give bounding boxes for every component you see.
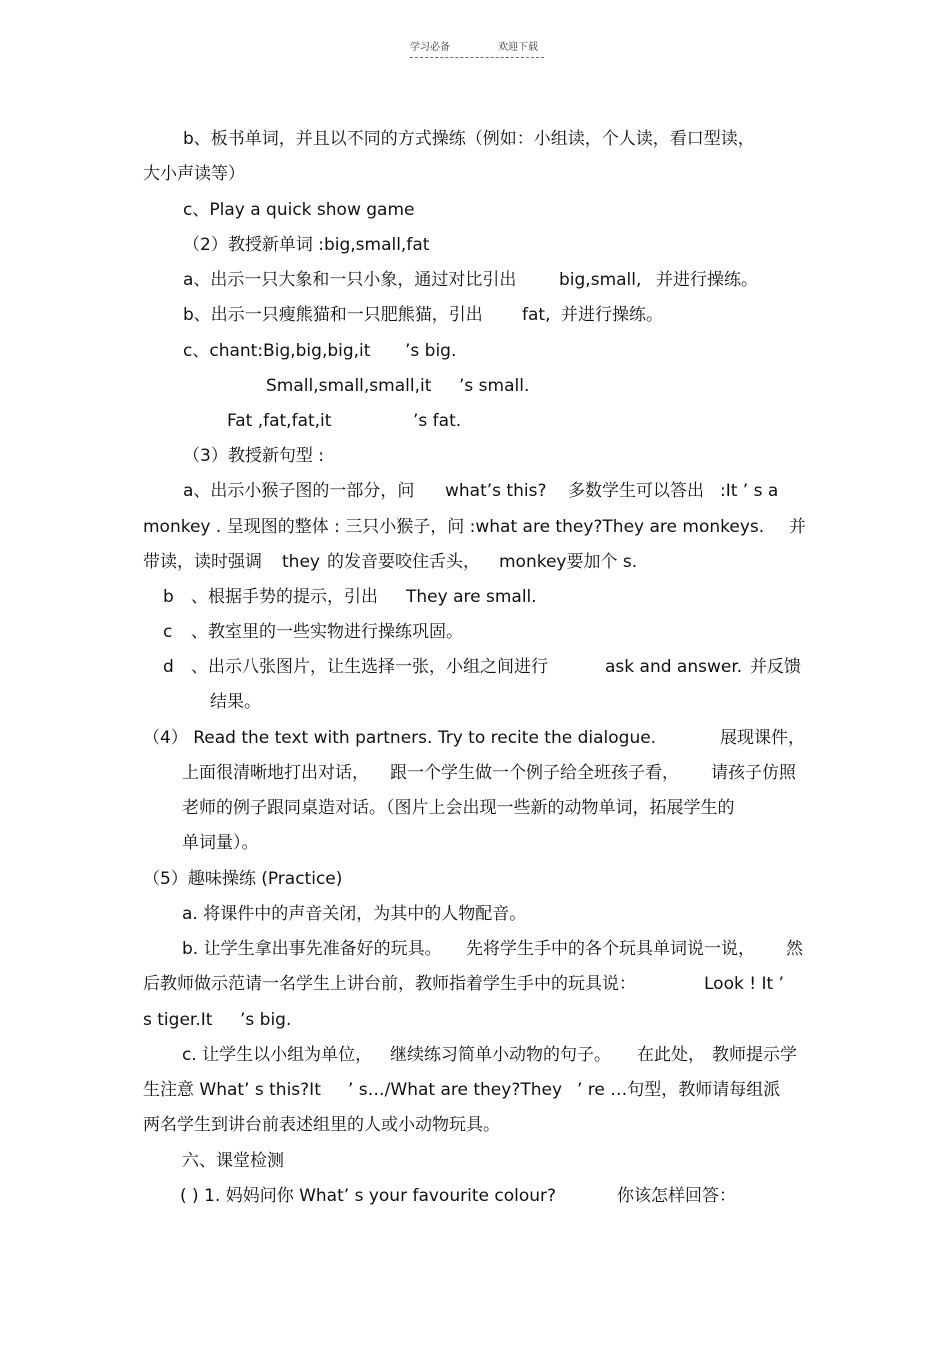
- text-segment: ( ) 1. 妈妈问你 What’ s your favourite colour?: [180, 1186, 557, 1206]
- text-segment: s tiger.It: [143, 1010, 213, 1030]
- text-segment: 然: [786, 939, 803, 959]
- text-segment: ’ re …句型，教师请每组派: [577, 1080, 781, 1100]
- text-line: a. 将课件中的声音关闭，为其中的人物配音。: [182, 904, 527, 924]
- text-segment: 跟一个学生做一个例子给全班孩子看，: [390, 763, 679, 783]
- text-segment: ’s small.: [459, 376, 530, 396]
- text-segment: 展现课件，: [720, 728, 805, 748]
- text-segment: 先将学生手中的各个玩具单词说一说，: [466, 939, 755, 959]
- text-segment: Look ! It ’: [704, 974, 784, 994]
- text-segment: 教师提示学: [712, 1045, 797, 1065]
- text-segment: a、出示小猴子图的一部分，问: [183, 481, 415, 501]
- text-segment: 继续练习简单小动物的句子。: [390, 1045, 611, 1065]
- text-segment: 在此处，: [637, 1045, 705, 1065]
- text-segment: 上面很清晰地打出对话，: [182, 763, 369, 783]
- text-segment: They are small.: [406, 587, 537, 607]
- text-segment: 你该怎样回答：: [617, 1186, 736, 1206]
- text-segment: big,small,: [559, 270, 642, 290]
- text-segment: ask and answer.: [605, 657, 743, 677]
- text-segment: fat,: [522, 305, 551, 325]
- text-segment: （4） Read the text with partners. Try to recite the dialogue.: [143, 728, 657, 748]
- text-line: （5）趣味操练 (Practice): [143, 869, 343, 889]
- text-line: 两名学生到讲台前表述组里的人或小动物玩具。: [143, 1115, 500, 1135]
- text-line: （2）教授新单词 :big,small,fat: [183, 235, 430, 255]
- text-segment: a、出示一只大象和一只小象，通过对比引出: [183, 270, 517, 290]
- text-segment: monkey要加个 s.: [499, 552, 638, 572]
- text-line: （3）教授新句型 :: [183, 446, 324, 466]
- text-segment: they: [282, 552, 320, 572]
- text-line: 结果。: [210, 692, 261, 712]
- text-segment: 生注意 What’ s this?It: [143, 1080, 321, 1100]
- text-segment: 并进行操练。: [656, 270, 758, 290]
- text-segment: ’ s…/What are they?They: [348, 1080, 563, 1100]
- text-line: 老师的例子跟同桌造对话。（图片上会出现一些新的动物单词，拓展学生的: [182, 798, 735, 818]
- text-line: b、板书单词，并且以不同的方式操练（例如：小组读，个人读，看口型读，: [183, 129, 755, 149]
- text-segment: 并进行操练。: [561, 305, 663, 325]
- text-segment: 后教师做示范请一名学生上讲台前，教师指着学生手中的玩具说：: [143, 974, 636, 994]
- text-segment: Small,small,small,it: [266, 376, 432, 396]
- text-segment: b、出示一只瘦熊猫和一只肥熊猫，引出: [183, 305, 483, 325]
- text-segment: 、出示八张图片，让生选择一张，小组之间进行: [191, 657, 548, 677]
- text-segment: what’s this?: [445, 481, 547, 501]
- page-header: [410, 38, 544, 58]
- text-line: c、Play a quick show game: [183, 200, 415, 220]
- text-segment: Fat ,fat,fat,it: [227, 411, 332, 431]
- text-segment: 请孩子仿照: [711, 763, 796, 783]
- header-left: 学习必备: [410, 42, 450, 53]
- text-segment: c. 让学生以小组为单位，: [182, 1045, 373, 1065]
- text-segment: ’s big.: [405, 341, 457, 361]
- text-segment: 、根据手势的提示，引出: [191, 587, 378, 607]
- text-segment: c: [163, 622, 173, 642]
- text-segment: 并反馈: [750, 657, 801, 677]
- text-segment: b. 让学生拿出事先准备好的玩具。: [182, 939, 442, 959]
- text-segment: :It ’ s a: [720, 481, 779, 501]
- text-segment: ’s fat.: [413, 411, 462, 431]
- text-segment: monkey . 呈现图的整体 : 三只小猴子，问 :what are they?They are monkeys.: [143, 517, 765, 537]
- text-line: 单词量）。: [182, 833, 259, 853]
- text-segment: b: [163, 587, 174, 607]
- header-right: 欢迎下载: [498, 42, 538, 53]
- text-segment: 的发音要咬住舌头，: [327, 552, 480, 572]
- text-segment: 、教室里的一些实物进行操练巩固。: [191, 622, 463, 642]
- text-segment: c、chant:Big,big,big,it: [183, 341, 371, 361]
- text-segment: 多数学生可以答出: [568, 481, 704, 501]
- text-segment: 并: [789, 517, 806, 537]
- text-line: 六、课堂检测: [182, 1151, 284, 1171]
- text-segment: ’s big.: [240, 1010, 292, 1030]
- text-segment: 带读，读时强调: [143, 552, 262, 572]
- text-segment: d: [163, 657, 174, 677]
- text-line: 大小声读等）: [143, 164, 245, 184]
